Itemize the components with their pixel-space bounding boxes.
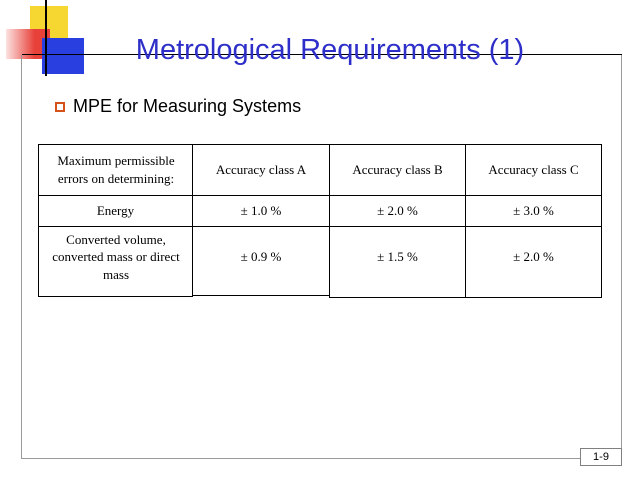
- slide-title: Metrological Requirements (1): [135, 34, 525, 66]
- slide-number: 1-9: [580, 448, 622, 466]
- frame-left-border: [21, 55, 22, 458]
- table-border-bottom-label: [38, 296, 193, 297]
- header-label-cell: Maximum permissible errors on determining:: [57, 153, 175, 186]
- header-class-a: Accuracy class A: [215, 162, 307, 178]
- header-class-b: Accuracy class B: [352, 162, 443, 178]
- row-volume-class-b: ± 1.5 %: [377, 249, 418, 265]
- table-border-bottom-a: [192, 295, 330, 296]
- frame-bottom-border: [21, 458, 581, 459]
- table-border-right: [601, 144, 602, 298]
- header-class-c: Accuracy class C: [488, 162, 579, 178]
- row-energy-class-c: ± 3.0 %: [513, 203, 554, 219]
- mpe-table: [38, 144, 604, 300]
- bullet-item: [55, 96, 301, 117]
- row-energy-label: Energy: [96, 203, 135, 219]
- row-volume-class-c: ± 2.0 %: [513, 249, 554, 265]
- row-energy-class-b: ± 2.0 %: [377, 203, 418, 219]
- row-volume-label: Converted volume, converted mass or direct mass: [52, 231, 180, 282]
- bullet-text: MPE for Measuring Systems: [73, 96, 302, 116]
- row-volume-class-a: ± 0.9 %: [240, 249, 282, 265]
- table-border-bottom-bc: [329, 297, 602, 298]
- frame-right-border: [621, 55, 622, 448]
- bullet-square-icon: [55, 102, 65, 112]
- decor-vertical-line: [45, 0, 47, 76]
- row-energy-class-a: ± 1.0 %: [240, 203, 282, 219]
